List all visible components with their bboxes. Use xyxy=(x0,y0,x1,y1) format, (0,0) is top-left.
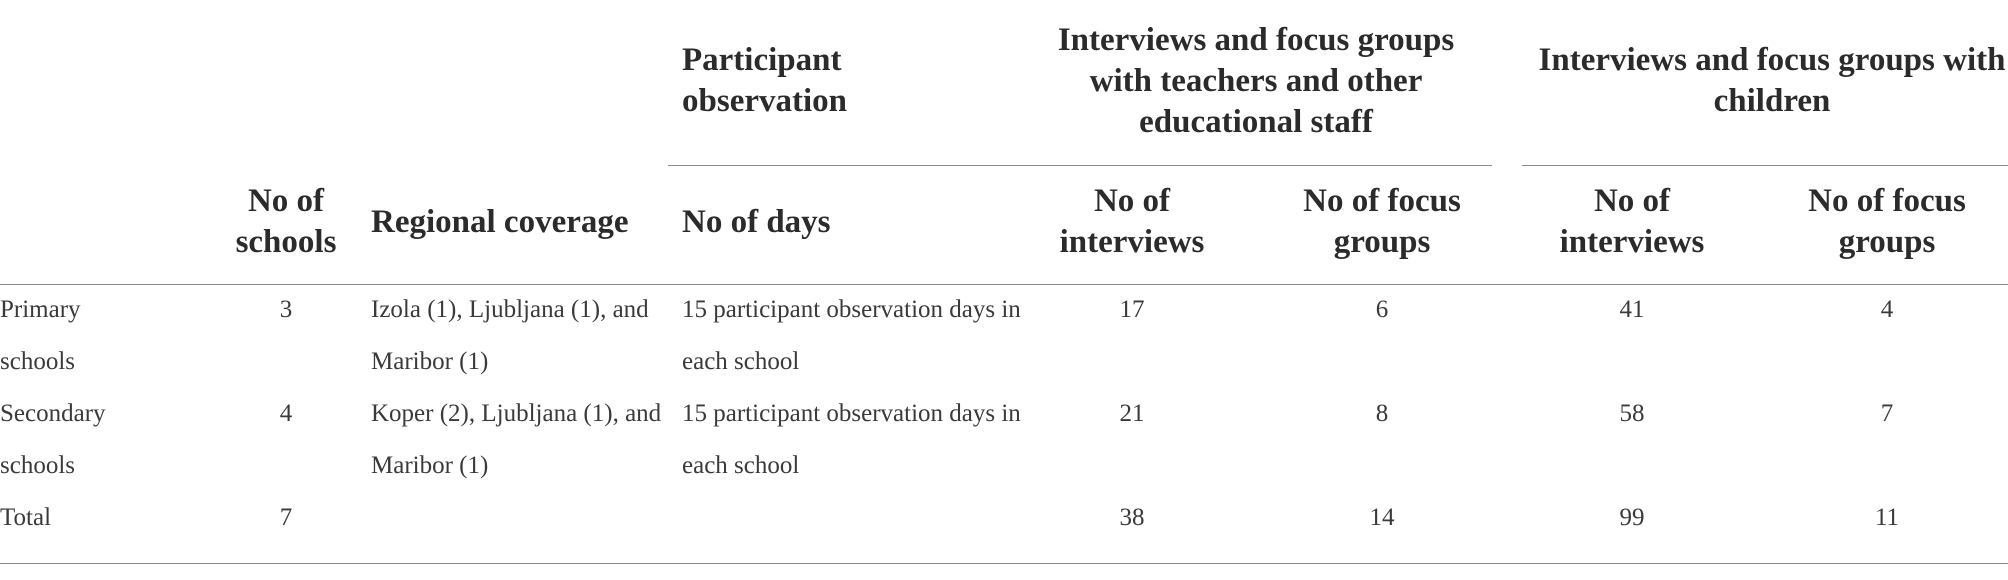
row-type-cell: Secondary schools xyxy=(0,400,106,479)
row-type-cell: Primary schools xyxy=(0,296,81,375)
row-no-of-days-cell: 15 participant observation days in each school xyxy=(682,400,1021,479)
row-regional-coverage-cell: Koper (2), Ljubljana (1), and Maribor (1) xyxy=(371,400,662,479)
row-no-of-schools-cell: 7 xyxy=(279,504,293,531)
row-teachers-interviews-cell: 38 xyxy=(1119,504,1145,531)
row-teachers-focus-groups-cell: 8 xyxy=(1375,400,1389,427)
row-no-of-schools-cell: 4 xyxy=(279,400,293,427)
row-regional-coverage-cell: Izola (1), Ljubljana (1), and Maribor (1) xyxy=(371,296,649,375)
col-header-children-interviews: No of interviews xyxy=(1559,183,1705,260)
row-teachers-interviews-cell: 17 xyxy=(1119,296,1145,323)
group-header-children: Interviews and focus groups with children xyxy=(1538,42,2006,119)
row-teachers-focus-groups-cell: 14 xyxy=(1369,504,1395,531)
col-header-teachers-interviews: No of interviews xyxy=(1059,183,1205,260)
row-teachers-focus-groups-cell: 6 xyxy=(1375,296,1389,323)
row-no-of-schools-cell: 3 xyxy=(279,296,293,323)
row-children-interviews-cell: 41 xyxy=(1619,296,1645,323)
row-teachers-interviews-cell: 21 xyxy=(1119,400,1145,427)
group-header-teachers: Interviews and focus groups with teachers and other educational staff xyxy=(1057,22,1455,140)
col-header-teachers-focus-groups: No of focus groups xyxy=(1303,183,1461,260)
row-children-focus-groups-cell: 11 xyxy=(1874,504,1900,531)
group-rule-children xyxy=(1522,165,2008,166)
row-children-interviews-cell: 58 xyxy=(1619,400,1645,427)
row-children-interviews-cell: 99 xyxy=(1619,504,1645,531)
table-bottom-rule xyxy=(0,563,2008,564)
group-rule-participant-and-teachers xyxy=(668,165,1492,166)
col-header-no-of-schools: No of schools xyxy=(235,183,337,260)
col-header-regional-coverage: Regional coverage xyxy=(371,204,629,240)
row-children-focus-groups-cell: 7 xyxy=(1880,400,1894,427)
row-children-focus-groups-cell: 4 xyxy=(1880,296,1894,323)
group-header-participant-observation: Participant observation xyxy=(682,42,847,119)
row-type-cell: Total xyxy=(0,504,52,531)
col-header-children-focus-groups: No of focus groups xyxy=(1808,183,1966,260)
row-no-of-days-cell: 15 participant observation days in each school xyxy=(682,296,1021,375)
col-header-no-of-days: No of days xyxy=(682,204,831,240)
